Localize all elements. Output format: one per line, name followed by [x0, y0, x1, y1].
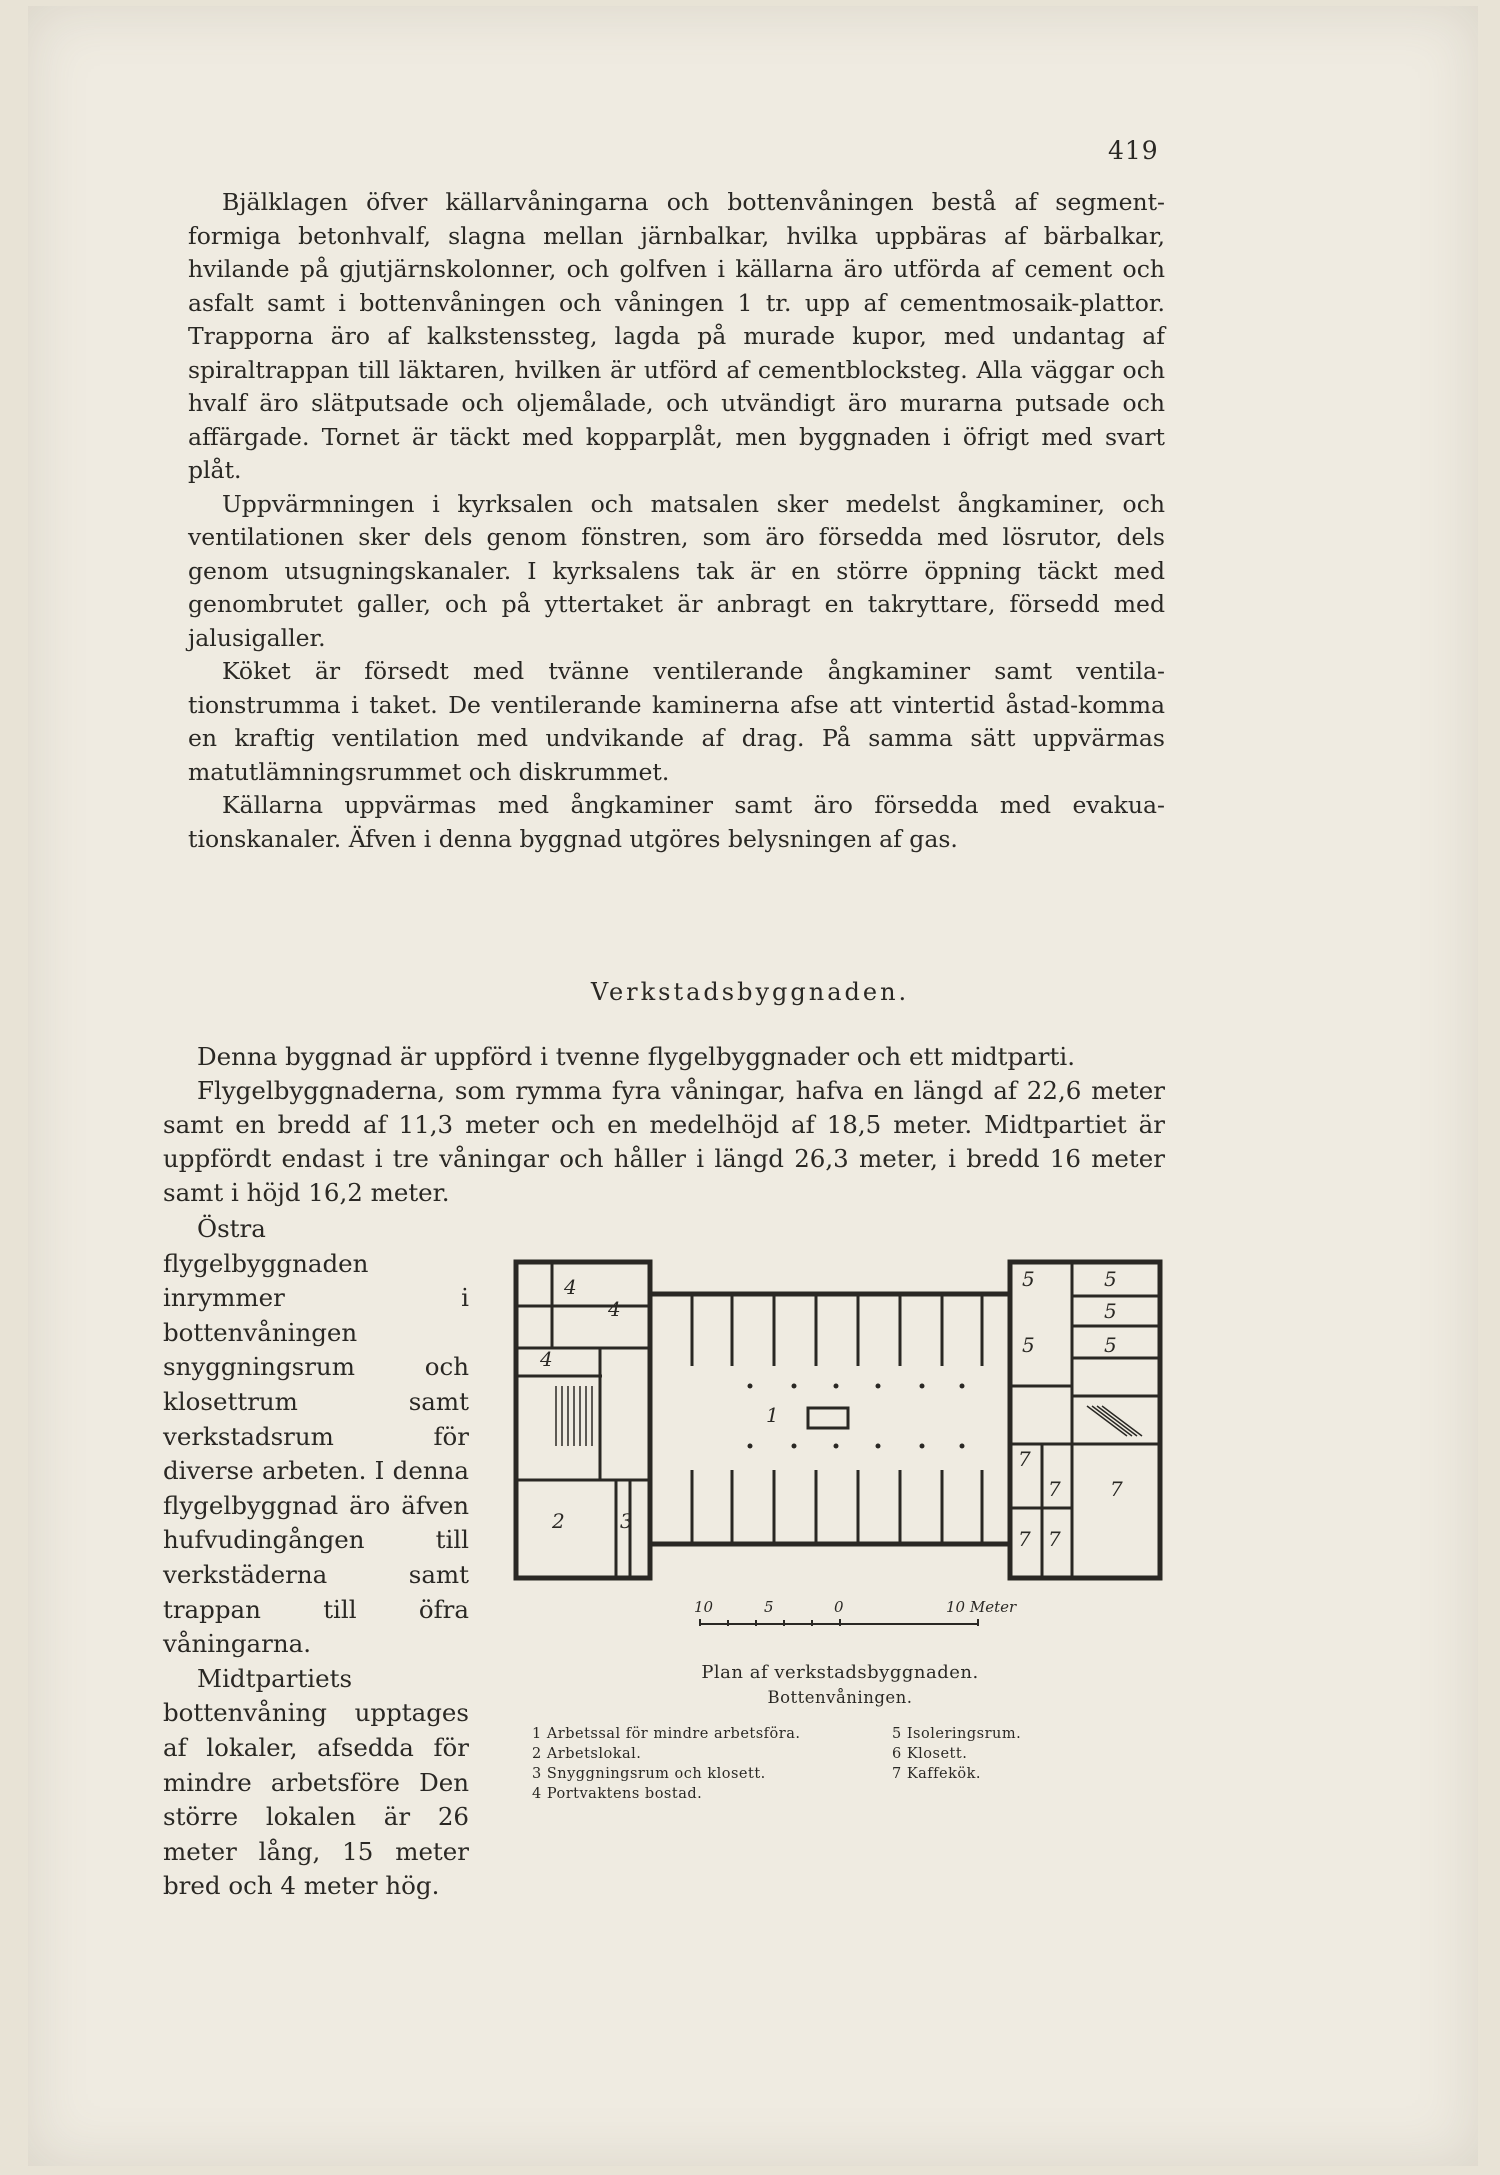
paragraph: Flygelbyggnaderna, som rymma fyra våningar, hafva en längd af 22,6 meter samt en bredd af 11,3 meter och en medelhöjd af 18,5 meter. Midtpartiet är uppfördt endast i tre våningar och håller i längd 26,3 meter, i bredd 16 meter samt i höjd 16,2 meter.: [163, 1076, 1165, 1207]
figure-legend: [532, 1724, 1072, 1804]
legend-row: [532, 1744, 1072, 1764]
figure-caption-title: Plan af verkstadsbyggnaden.: [701, 1662, 979, 1683]
legend-row: [532, 1764, 1072, 1784]
right-wing-outline: [1010, 1262, 1160, 1578]
room-number: 5: [1104, 1299, 1117, 1323]
scale-bar: [684, 1596, 1048, 1636]
room-number: 4: [540, 1347, 553, 1371]
scale-label: 5: [764, 1598, 774, 1616]
paragraph: Källarna uppvärmas med ångkaminer samt äro försedda med evakua-tionskanaler. Äfven i denna byggnad utgöres belysningen af gas.: [188, 791, 1165, 853]
legend-row: [532, 1784, 1072, 1804]
room-number: 4: [608, 1297, 621, 1321]
room-number: 3: [620, 1509, 633, 1533]
legend-item: 1 Arbetssal för mindre arbetsföra.: [532, 1726, 801, 1742]
room-number: 4: [564, 1275, 577, 1299]
room-number: 7: [1018, 1447, 1031, 1471]
legend-item: 2 Arbetslokal.: [532, 1746, 642, 1762]
paragraph: Midtpartiets bottenvåning upptages af lokaler, afsedda för mindre arbetsföre Den större lokalen är 26 meter lång, 15 meter bred och 4 meter hög.: [163, 1663, 469, 1901]
legend-item: 6 Klosett.: [892, 1746, 968, 1762]
paragraph: Östra flygelbyggnaden inrymmer i bottenvåningen snyggningsrum och klosettrum samt verkstadsrum för diverse arbeten. I denna flygelbyggnad äro äfven hufvudingången till verkstäderna samt trappan till öfra våningarna.: [163, 1214, 469, 1659]
paragraph: Uppvärmningen i kyrksalen och matsalen sker medelst ångkaminer, och ventilationen sker dels genom fönstren, som äro försedda med lösrutor, dels genom utsugningskanaler. I kyrksalens tak är en större öppning täckt med genombrutet galler, och på yttertaket är anbragt en takryttare, försedd med jalusigaller.: [188, 489, 1165, 652]
room-number: 5: [1104, 1333, 1117, 1357]
side-text: [163, 1212, 469, 1904]
legend-item: 3 Snyggningsrum och klosett.: [532, 1766, 766, 1782]
page-number: 419: [1108, 136, 1159, 165]
paragraph: Denna byggnad är uppförd i tvenne flygelbyggnader och ett midtparti.: [197, 1042, 1075, 1071]
legend-item: 4 Portvaktens bostad.: [532, 1786, 703, 1802]
body-text: [188, 186, 1165, 856]
room-number: 5: [1022, 1333, 1035, 1357]
scale-label: 0: [834, 1598, 844, 1616]
section-text: [163, 1040, 1165, 1210]
room-number: 7: [1018, 1527, 1031, 1551]
scale-label: 10: [694, 1598, 714, 1616]
section-heading: Verkstadsbyggnaden.: [590, 978, 910, 1006]
room-number: 7: [1110, 1477, 1123, 1501]
scale-label: 10 Meter: [946, 1598, 1017, 1616]
room-number: 5: [1022, 1267, 1035, 1291]
legend-item: 7 Kaffekök.: [892, 1766, 982, 1782]
floor-plan: [512, 1256, 1165, 1586]
legend-row: [532, 1724, 1072, 1744]
room-number: 1: [766, 1403, 779, 1427]
room-number: 7: [1048, 1527, 1061, 1551]
paragraph: Bjälklagen öfver källarvåningarna och bottenvåningen bestå af segment-formiga betonhvalf, slagna mellan järnbalkar, hvilka uppbäras af bärbalkar, hvilande på gjutjärnskolonner, och golfven i källarna äro utförda af cement och asfalt samt i bottenvåningen och våningen 1 tr. upp af cementmosaik-plattor. Trapporna äro af kalkstenssteg, lagda på murade kupor, med undantag af spiraltrappan till läktaren, hvilken är utförd af cementblocksteg. Alla väggar och hvalf äro slätputsade och oljemålade, och utvändigt äro murarna putsade och affärgade. Tornet är täckt med kopparplåt, men byggnaden i öfrigt med svart plåt.: [188, 188, 1165, 484]
room-number: 5: [1104, 1267, 1117, 1291]
room-number: 2: [552, 1509, 565, 1533]
figure-caption-subtitle: Bottenvåningen.: [767, 1688, 913, 1707]
paragraph: Köket är försedt med tvänne ventilerande ångkaminer samt ventila-tionstrumma i taket. De ventilerande kaminerna afse att vintertid åstad-komma en kraftig ventilation med undvikande af drag. På samma sätt uppvärmas matutlämningsrummet och diskrummet.: [188, 657, 1165, 786]
room-number: 7: [1048, 1477, 1061, 1501]
legend-item: 5 Isoleringsrum.: [892, 1726, 1022, 1742]
